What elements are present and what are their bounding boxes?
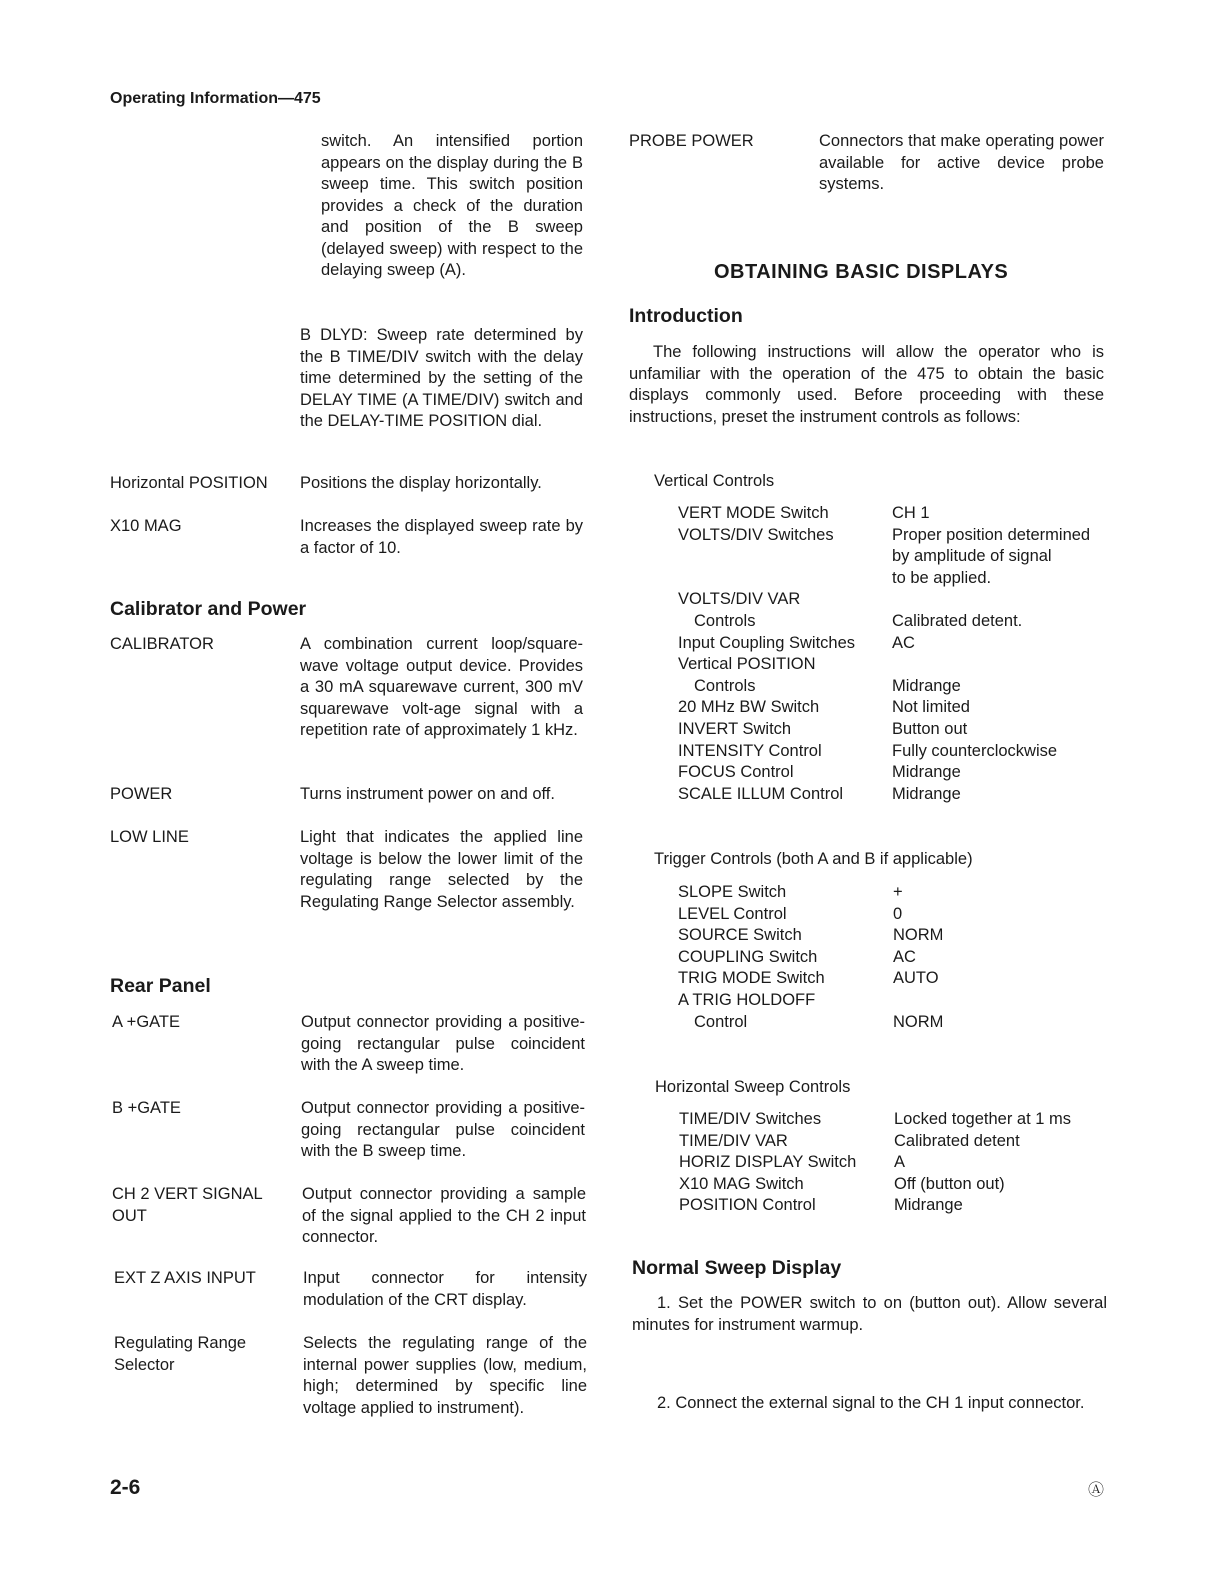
control-name: POSITION Control — [679, 1196, 816, 1215]
horizontal-sweep-title: Horizontal Sweep Controls — [655, 1078, 851, 1096]
control-setting: AUTO — [893, 969, 939, 988]
control-name: A TRIG HOLDOFF — [678, 991, 816, 1009]
control-name: TRIG MODE Switch — [678, 969, 825, 988]
control-name: SCALE ILLUM Control — [678, 784, 844, 803]
horizontal-position-desc: Positions the display horizontally. — [300, 474, 542, 492]
control-name: Controls — [694, 612, 756, 630]
regulating-range-term-2: Selector — [114, 1356, 175, 1374]
step-1-text: 1. Set the POWER switch to on (button out). Allow several minutes for instrument warmup. — [632, 1294, 1107, 1334]
control-name: Control — [694, 1012, 748, 1031]
b-gate-desc: Output connector providing a positive-going rectangular pulse coincident with the B sweep time. — [301, 1099, 585, 1160]
introduction-heading: Introduction — [629, 305, 743, 327]
calibrator-desc: A combination current loop/square-wave voltage output device. Provides a 30 mA squarewave current, 300 mV squarewave volt-age signal with a repetition rate of approximately 1 kHz. — [300, 635, 583, 739]
control-setting: 0 — [893, 904, 903, 923]
introduction-text: The following instructions will allow the operator who is unfamiliar with the operation of the 475 to obtain the basic displays commonly used. Before proceeding with these instructions, preset the instrument controls as follows: — [629, 343, 1104, 426]
control-setting: CH 1 — [892, 504, 930, 522]
x10-mag-term: X10 MAG — [110, 517, 182, 535]
main-heading: OBTAINING BASIC DISPLAYS — [714, 261, 1009, 283]
control-setting: AC — [892, 633, 915, 652]
control-setting: Midrange — [892, 763, 961, 782]
ch2-vert-signal-term-2: OUT — [112, 1207, 147, 1225]
regulating-range-term: Regulating Range — [114, 1334, 247, 1352]
ch2-vert-signal-desc: Output connector providing a sample of the signal applied to the CH 2 input connector. — [302, 1185, 586, 1246]
control-setting: Proper position determined — [892, 525, 1091, 544]
control-setting: A — [894, 1153, 906, 1172]
a-gate-desc: Output connector providing a positive-going rectangular pulse coincident with the A sweep time. — [301, 1013, 585, 1074]
control-setting: Not limited — [892, 698, 970, 717]
calibrator-power-heading: Calibrator and Power — [110, 598, 307, 620]
control-setting: Fully counterclockwise — [892, 741, 1058, 760]
power-desc: Turns instrument power on and off. — [300, 785, 555, 803]
revision-mark: Ⓐ — [1088, 1482, 1105, 1499]
control-setting: by amplitude of signal — [892, 547, 1052, 566]
low-line-desc: Light that indicates the applied line voltage is below the lower limit of the regulating range selected by the Regulating Range Selector assembly. — [300, 828, 583, 911]
switch-description-continued: switch. An intensified portion appears on the display during the B sweep time. This switch position provides a check of the duration and position of the B sweep (delayed sweep) with respect to the delaying sweep (A). — [321, 132, 583, 279]
control-setting: Calibrated detent. — [892, 612, 1023, 630]
control-setting: Calibrated detent — [894, 1131, 1020, 1150]
control-name: TIME/DIV VAR — [679, 1131, 788, 1150]
ext-z-axis-desc: Input connector for intensity modulation of the CRT display. — [303, 1269, 587, 1309]
control-name: VERT MODE Switch — [678, 504, 829, 522]
control-name: SLOPE Switch — [678, 883, 787, 901]
vertical-controls-title: Vertical Controls — [654, 472, 775, 490]
control-setting: Off (button out) — [894, 1174, 1005, 1193]
control-name: COUPLING Switch — [678, 947, 818, 966]
step-2-text: 2. Connect the external signal to the CH 1 input connector. — [657, 1394, 1085, 1412]
control-setting: Button out — [892, 720, 968, 738]
control-setting: NORM — [893, 1012, 944, 1031]
trigger-controls-title: Trigger Controls (both A and B if applicable) — [654, 850, 973, 868]
control-name: VOLTS/DIV Switches — [678, 525, 834, 544]
control-name: VOLTS/DIV VAR — [678, 590, 801, 609]
control-setting: Midrange — [892, 676, 961, 695]
control-name: Controls — [694, 676, 756, 695]
power-term: POWER — [110, 785, 173, 803]
control-setting: Midrange — [892, 784, 961, 803]
control-name: Input Coupling Switches — [678, 633, 856, 652]
rear-panel-heading: Rear Panel — [110, 975, 211, 997]
probe-power-desc: Connectors that make operating power available for active device probe systems. — [819, 132, 1104, 193]
regulating-range-desc: Selects the regulating range of the internal power supplies (low, medium, high; determined by specific line voltage applied to instrument). — [303, 1334, 587, 1417]
running-title: Operating Information—475 — [110, 90, 321, 107]
control-setting: NORM — [893, 926, 944, 945]
low-line-term: LOW LINE — [110, 828, 189, 846]
control-name: INVERT Switch — [678, 720, 792, 738]
a-gate-term: A +GATE — [112, 1013, 181, 1031]
control-name: SOURCE Switch — [678, 926, 802, 945]
horizontal-position-term: Horizontal POSITION — [110, 474, 268, 492]
ext-z-axis-term: EXT Z AXIS INPUT — [114, 1269, 256, 1287]
control-name: 20 MHz BW Switch — [678, 698, 820, 717]
probe-power-term: PROBE POWER — [629, 132, 754, 150]
control-setting: + — [893, 883, 903, 901]
control-setting: Locked together at 1 ms — [894, 1110, 1072, 1128]
calibrator-term: CALIBRATOR — [110, 635, 214, 653]
page-number: 2-6 — [110, 1476, 141, 1499]
control-name: LEVEL Control — [678, 904, 787, 923]
control-setting: to be applied. — [892, 568, 992, 587]
b-gate-term: B +GATE — [112, 1099, 181, 1117]
control-name: X10 MAG Switch — [679, 1174, 804, 1193]
ch2-vert-signal-term: CH 2 VERT SIGNAL — [112, 1185, 263, 1203]
normal-sweep-heading: Normal Sweep Display — [632, 1257, 842, 1279]
x10-mag-desc: Increases the displayed sweep rate by a factor of 10. — [300, 517, 583, 557]
control-name: INTENSITY Control — [678, 741, 822, 760]
control-setting: AC — [893, 947, 916, 966]
control-name: FOCUS Control — [678, 763, 794, 782]
b-dlyd-description: B DLYD: Sweep rate determined by the B TIME/DIV switch with the delay time determined by the setting of the DELAY TIME (A TIME/DIV) switch and the DELAY-TIME POSITION dial. — [300, 326, 583, 430]
control-name: HORIZ DISPLAY Switch — [679, 1153, 857, 1172]
control-name: TIME/DIV Switches — [679, 1110, 822, 1128]
control-setting: Midrange — [894, 1196, 963, 1215]
control-name: Vertical POSITION — [678, 655, 816, 674]
